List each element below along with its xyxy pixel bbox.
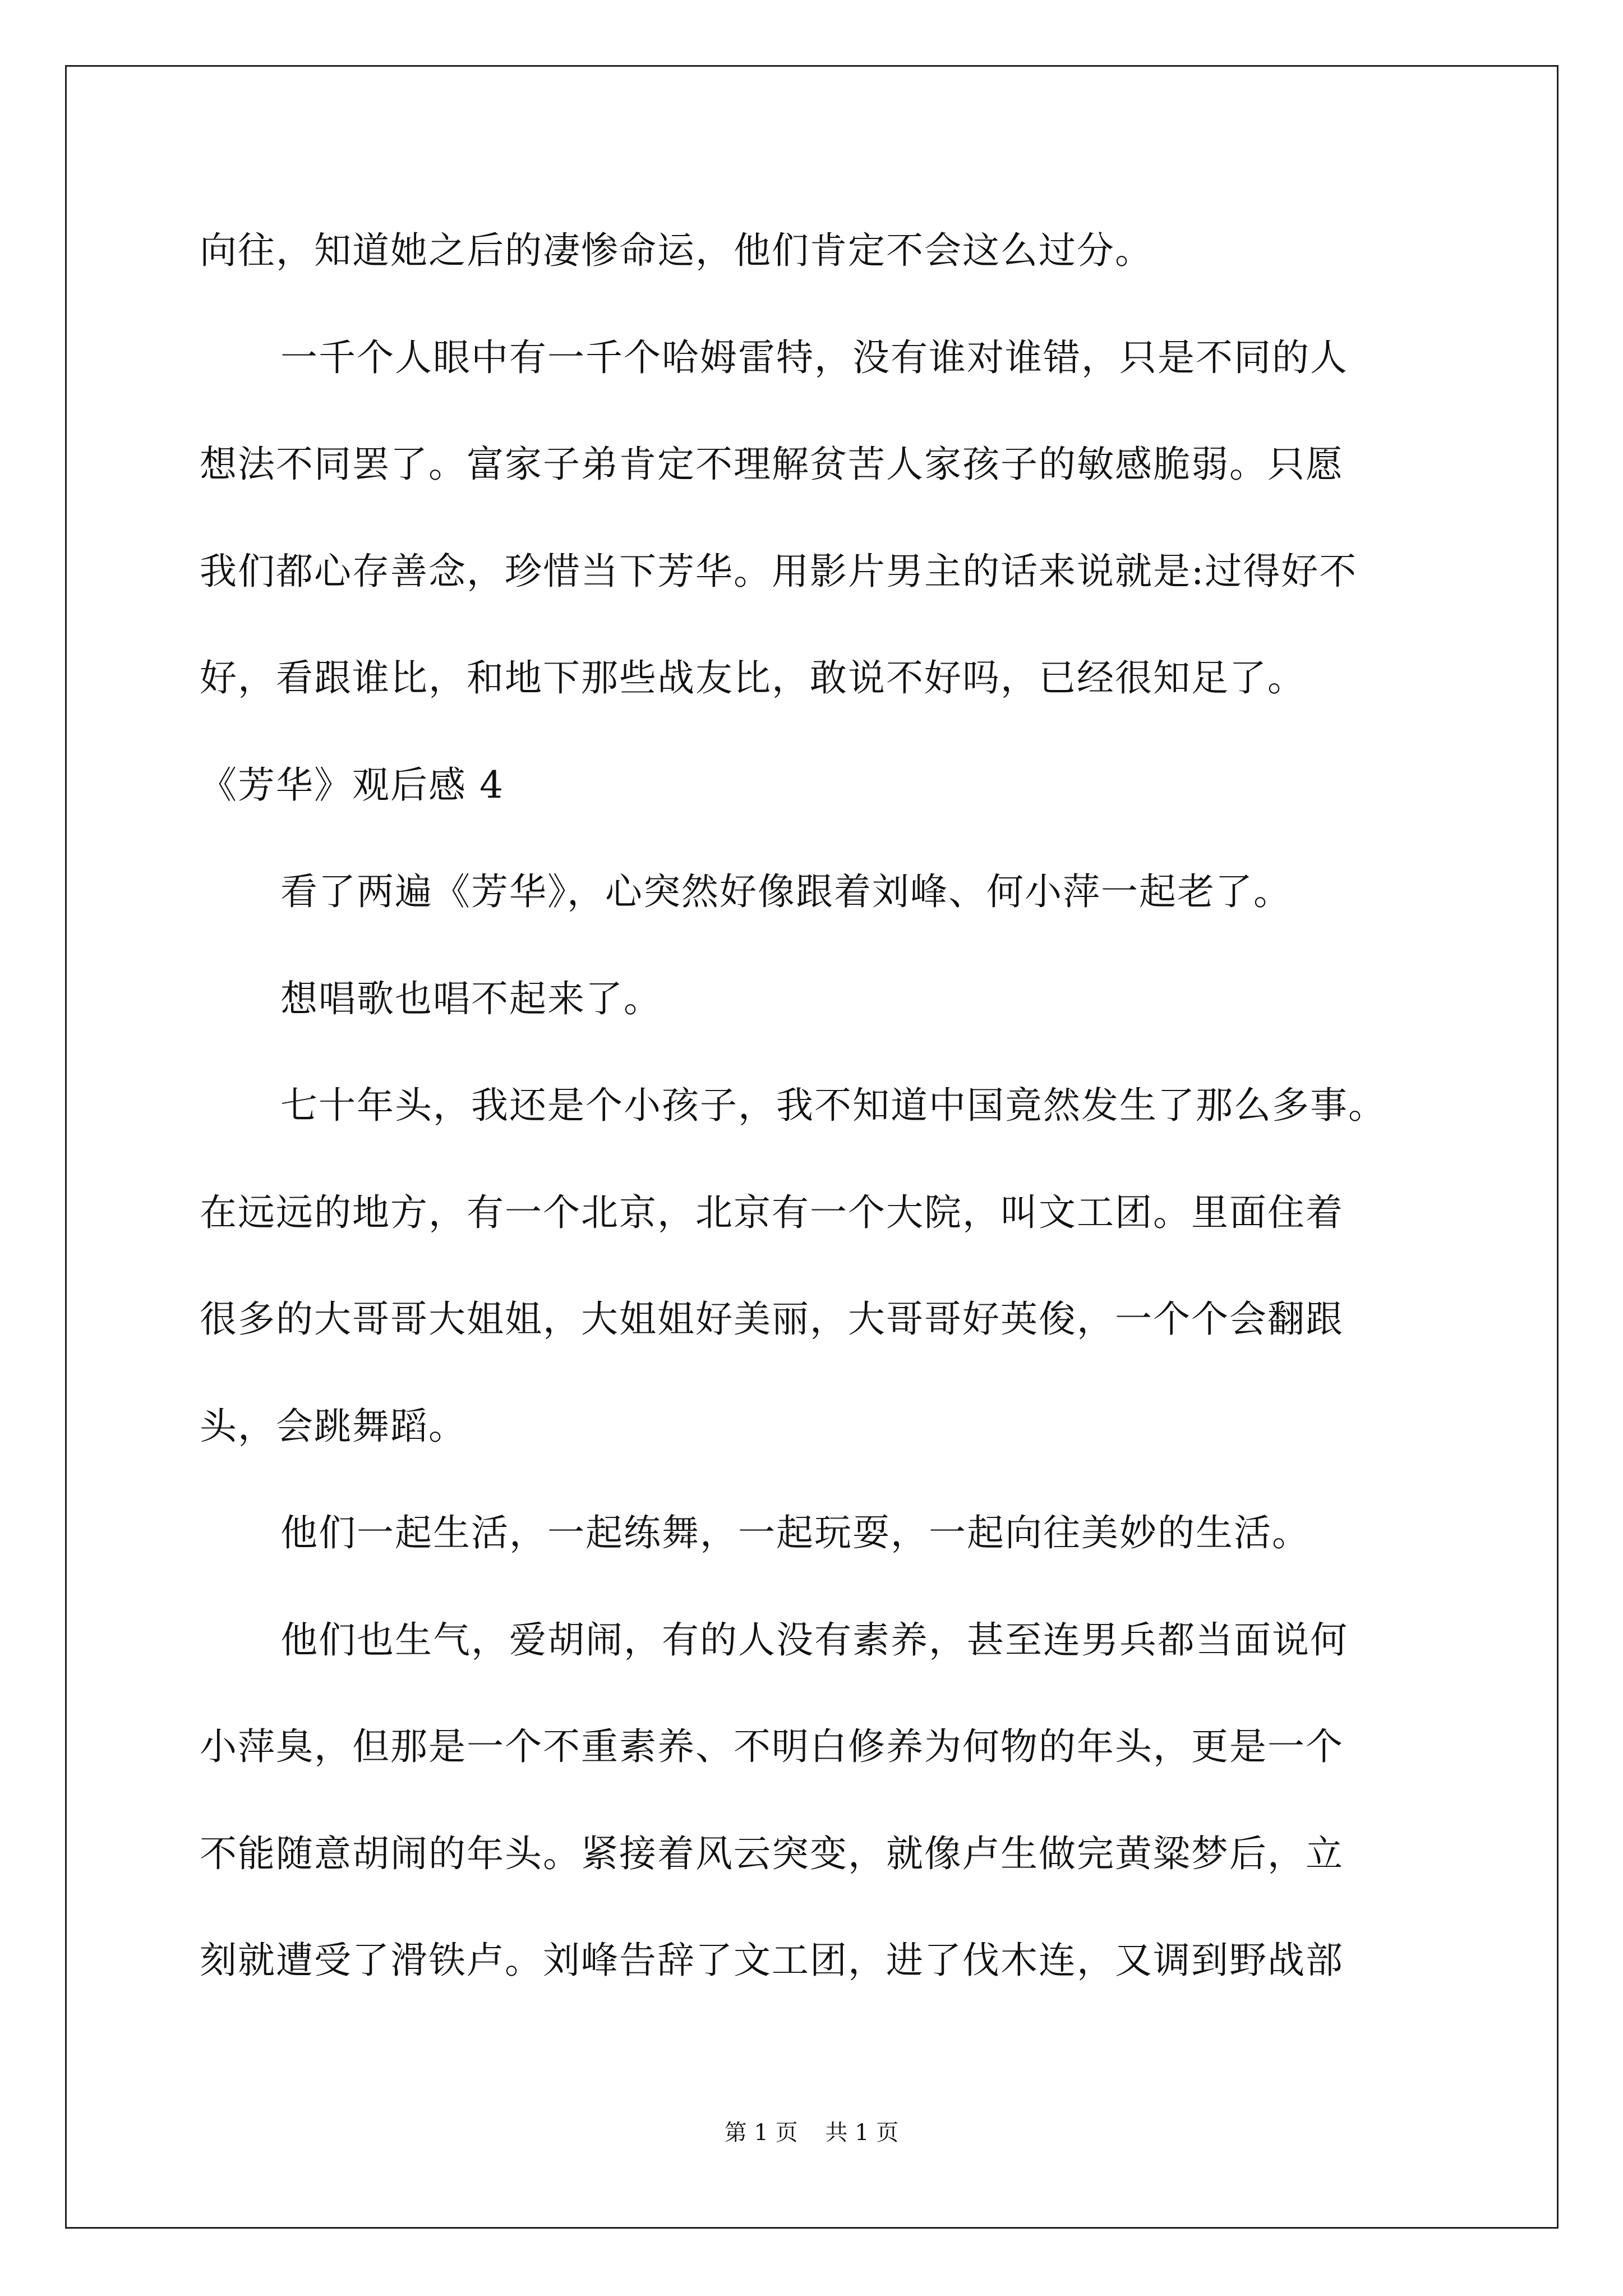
- text-line: 他们一起生活，一起练舞，一起玩耍，一起向往美妙的生活。: [280, 1511, 1310, 1554]
- text-line: 在远远的地方，有一个北京，北京有一个大院，叫文工团。里面住着: [200, 1191, 1344, 1234]
- text-line: 好，看跟谁比，和地下那些战友比，敢说不好吗，已经很知足了。: [200, 656, 1306, 700]
- text-line: 他们也生气，爱胡闹，有的人没有素养，甚至连男兵都当面说何: [280, 1618, 1348, 1662]
- text-line: 想法不同罢了。富家子弟肯定不理解贫苦人家孩子的敏感脆弱。只愿: [200, 443, 1344, 486]
- text-line: 小萍臭，但那是一个不重素养、不明白修养为何物的年头，更是一个: [200, 1725, 1344, 1768]
- page-total: 共 1 页: [825, 2120, 899, 2146]
- text-line: 向往，知道她之后的凄惨命运，他们肯定不会这么过分。: [200, 229, 1153, 272]
- text-line: 一千个人眼中有一千个哈姆雷特，没有谁对谁错，只是不同的人: [280, 336, 1348, 379]
- text-line: 很多的大哥哥大姐姐，大姐姐好美丽，大哥哥好英俊，一个个会翻跟: [200, 1297, 1344, 1341]
- text-line: 不能随意胡闹的年头。紧接着风云突变，就像卢生做完黄粱梦后，立: [200, 1832, 1344, 1875]
- text-line: 我们都心存善念，珍惜当下芳华。用影片男主的话来说就是:过得好不: [200, 550, 1358, 593]
- page-number: 第 1 页: [724, 2120, 798, 2146]
- page-border: [65, 65, 1559, 2229]
- text-line: 刻就遭受了滑铁卢。刘峰告辞了文工团，进了伐木连，又调到野战部: [200, 1939, 1344, 1982]
- text-line: 看了两遍《芳华》，心突然好像跟着刘峰、何小萍一起老了。: [280, 870, 1292, 913]
- page-footer: [0, 2119, 1623, 2147]
- text-line: 头，会跳舞蹈。: [200, 1405, 467, 1448]
- text-line: 七十年头，我还是个小孩子，我不知道中国竟然发生了那么多事。: [280, 1084, 1386, 1127]
- text-line: 想唱歌也唱不起来了。: [280, 977, 662, 1020]
- section-heading: 《芳华》观后感 4: [200, 763, 504, 807]
